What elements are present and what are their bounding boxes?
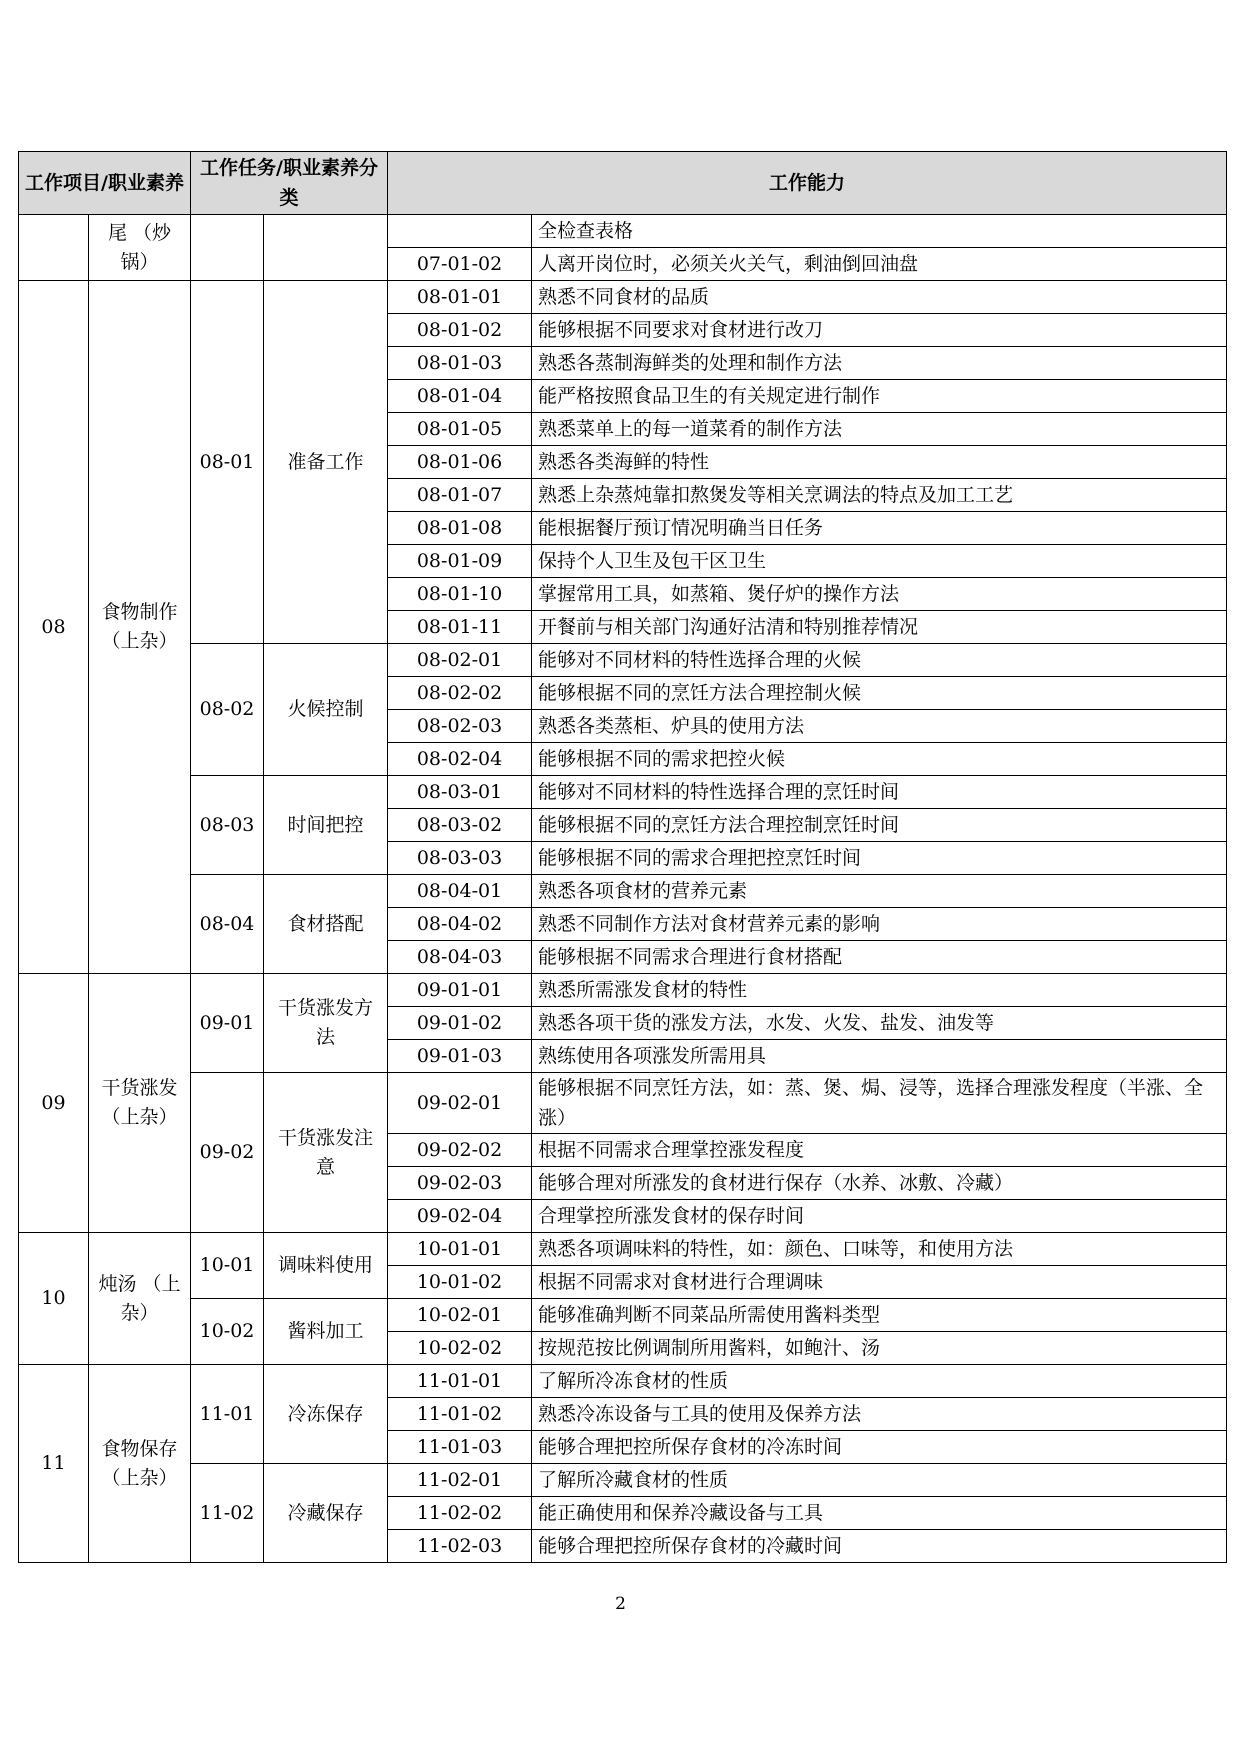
table-row [19,1073,1227,1134]
ability-text: 能够合理对所涨发的食材进行保存（水养、冰敷、冷藏） [532,1167,1227,1200]
ability-code: 08-01-06 [388,446,532,479]
ability-text: 能够根据不同的需求合理把控烹饪时间 [532,842,1227,875]
project-name: 炖汤 （上杂） [89,1233,191,1365]
ability-code: 08-01-10 [388,578,532,611]
table-row [19,1233,1227,1266]
ability-text: 能够对不同材料的特性选择合理的火候 [532,644,1227,677]
ability-code: 08-01-05 [388,413,532,446]
ability-text: 熟悉各项干货的涨发方法，水发、火发、盐发、油发等 [532,1007,1227,1040]
project-code: 10 [19,1233,89,1365]
task-name: 干货涨发注意 [264,1073,388,1233]
ability-code: 10-02-01 [388,1299,532,1332]
task-code: 09-02 [191,1073,264,1233]
ability-code: 08-03-03 [388,842,532,875]
task-code: 10-02 [191,1299,264,1365]
ability-code: 09-01-01 [388,974,532,1007]
ability-code: 08-01-07 [388,479,532,512]
cont-task-code [191,215,264,281]
ability-text: 能严格按照食品卫生的有关规定进行制作 [532,380,1227,413]
ability-text: 合理掌控所涨发食材的保存时间 [532,1200,1227,1233]
ability-text: 熟悉各项食材的营养元素 [532,875,1227,908]
ability-code: 08-01-01 [388,281,532,314]
ability-code: 09-01-02 [388,1007,532,1040]
task-code: 11-01 [191,1365,264,1464]
ability-code: 08-03-01 [388,776,532,809]
ability-text: 根据不同需求合理掌控涨发程度 [532,1134,1227,1167]
competency-table [18,151,1227,1563]
task-code: 11-02 [191,1464,264,1563]
ability-code: 08-01-08 [388,512,532,545]
ability-code: 08-04-03 [388,941,532,974]
task-code: 08-03 [191,776,264,875]
header-row [19,152,1227,215]
ability-code: 08-02-02 [388,677,532,710]
ability-text: 根据不同需求对食材进行合理调味 [532,1266,1227,1299]
task-name: 冷藏保存 [264,1464,388,1563]
task-code: 10-01 [191,1233,264,1299]
ability-code: 09-02-02 [388,1134,532,1167]
ability-text: 熟悉冷冻设备与工具的使用及保养方法 [532,1398,1227,1431]
ability-text: 掌握常用工具，如蒸箱、煲仔炉的操作方法 [532,578,1227,611]
ability-code: 08-01-02 [388,314,532,347]
ability-text: 能够根据不同需求合理进行食材搭配 [532,941,1227,974]
cont-project-code [19,215,89,281]
table-row [19,644,1227,677]
task-code: 08-04 [191,875,264,974]
task-name: 食材搭配 [264,875,388,974]
ability-text: 熟悉上杂蒸炖靠扣熬煲发等相关烹调法的特点及加工工艺 [532,479,1227,512]
table-row [19,776,1227,809]
task-code: 08-01 [191,281,264,644]
ability-code: 08-04-02 [388,908,532,941]
ability-text: 熟悉各类海鲜的特性 [532,446,1227,479]
ability-text: 能正确使用和保养冷藏设备与工具 [532,1497,1227,1530]
ability-text: 能够根据不同要求对食材进行改刀 [532,314,1227,347]
cont-project-name: 尾 （炒锅） [89,215,191,281]
table-row [19,875,1227,908]
ability-code: 10-01-02 [388,1266,532,1299]
table-row [19,1464,1227,1497]
ability-text: 熟悉各类蒸柜、炉具的使用方法 [532,710,1227,743]
ability-code [388,215,532,248]
ability-code: 09-02-04 [388,1200,532,1233]
task-code: 08-02 [191,644,264,776]
ability-code: 10-01-01 [388,1233,532,1266]
ability-code: 11-01-01 [388,1365,532,1398]
ability-code: 08-03-02 [388,809,532,842]
ability-code: 11-01-02 [388,1398,532,1431]
task-name: 调味料使用 [264,1233,388,1299]
page-number: 2 [615,1594,626,1614]
ability-code: 11-01-03 [388,1431,532,1464]
ability-text: 保持个人卫生及包干区卫生 [532,545,1227,578]
table-row [19,215,1227,248]
ability-text: 熟练使用各项涨发所需用具 [532,1040,1227,1073]
ability-code: 08-01-09 [388,545,532,578]
ability-code: 08-01-04 [388,380,532,413]
table-row [19,974,1227,1007]
ability-text: 能够准确判断不同菜品所需使用酱料类型 [532,1299,1227,1332]
ability-text: 熟悉不同制作方法对食材营养元素的影响 [532,908,1227,941]
header-project: 工作项目/职业素养 [19,152,191,215]
ability-code: 11-02-03 [388,1530,532,1563]
table-row [19,1299,1227,1332]
ability-text: 熟悉各项调味料的特性，如：颜色、口味等，和使用方法 [532,1233,1227,1266]
ability-text: 了解所冷冻食材的性质 [532,1365,1227,1398]
ability-code: 08-02-01 [388,644,532,677]
ability-code: 11-02-01 [388,1464,532,1497]
ability-code: 08-02-03 [388,710,532,743]
header-task: 工作任务/职业素养分类 [191,152,388,215]
ability-text: 能够合理把控所保存食材的冷藏时间 [532,1530,1227,1563]
project-name: 食物保存 （上杂） [89,1365,191,1563]
task-name: 干货涨发方法 [264,974,388,1073]
ability-text: 能够根据不同的烹饪方法合理控制火候 [532,677,1227,710]
ability-text: 全检查表格 [532,215,1227,248]
ability-code: 10-02-02 [388,1332,532,1365]
task-name: 时间把控 [264,776,388,875]
ability-text: 能够根据不同的烹饪方法合理控制烹饪时间 [532,809,1227,842]
project-name: 食物制作 （上杂） [89,281,191,974]
ability-code: 08-01-11 [388,611,532,644]
ability-code: 09-02-03 [388,1167,532,1200]
task-code: 09-01 [191,974,264,1073]
task-name: 准备工作 [264,281,388,644]
ability-text: 能根据餐厅预订情况明确当日任务 [532,512,1227,545]
ability-text: 熟悉所需涨发食材的特性 [532,974,1227,1007]
header-ability: 工作能力 [388,152,1227,215]
ability-text: 了解所冷藏食材的性质 [532,1464,1227,1497]
task-name: 冷冻保存 [264,1365,388,1464]
ability-text: 开餐前与相关部门沟通好沽清和特别推荐情况 [532,611,1227,644]
task-name: 酱料加工 [264,1299,388,1365]
ability-code: 08-01-03 [388,347,532,380]
project-code: 11 [19,1365,89,1563]
ability-text: 能够根据不同烹饪方法，如：蒸、煲、焗、浸等，选择合理涨发程度（半涨、全涨） [532,1073,1227,1134]
task-name: 火候控制 [264,644,388,776]
ability-text: 熟悉不同食材的品质 [532,281,1227,314]
ability-text: 能够合理把控所保存食材的冷冻时间 [532,1431,1227,1464]
ability-code: 08-02-04 [388,743,532,776]
ability-text: 按规范按比例调制所用酱料，如鲍汁、汤 [532,1332,1227,1365]
ability-text: 人离开岗位时，必须关火关气，剩油倒回油盘 [532,248,1227,281]
table-body [19,215,1227,1563]
ability-text: 熟悉菜单上的每一道菜肴的制作方法 [532,413,1227,446]
cont-task-name [264,215,388,281]
ability-text: 能够根据不同的需求把控火候 [532,743,1227,776]
ability-code: 11-02-02 [388,1497,532,1530]
project-code: 09 [19,974,89,1233]
ability-code: 08-04-01 [388,875,532,908]
table-row [19,281,1227,314]
ability-text: 能够对不同材料的特性选择合理的烹饪时间 [532,776,1227,809]
project-code: 08 [19,281,89,974]
ability-code: 09-01-03 [388,1040,532,1073]
ability-code: 07-01-02 [388,248,532,281]
ability-text: 熟悉各蒸制海鲜类的处理和制作方法 [532,347,1227,380]
ability-code: 09-02-01 [388,1073,532,1134]
project-name: 干货涨发 （上杂） [89,974,191,1233]
table-row [19,1365,1227,1398]
